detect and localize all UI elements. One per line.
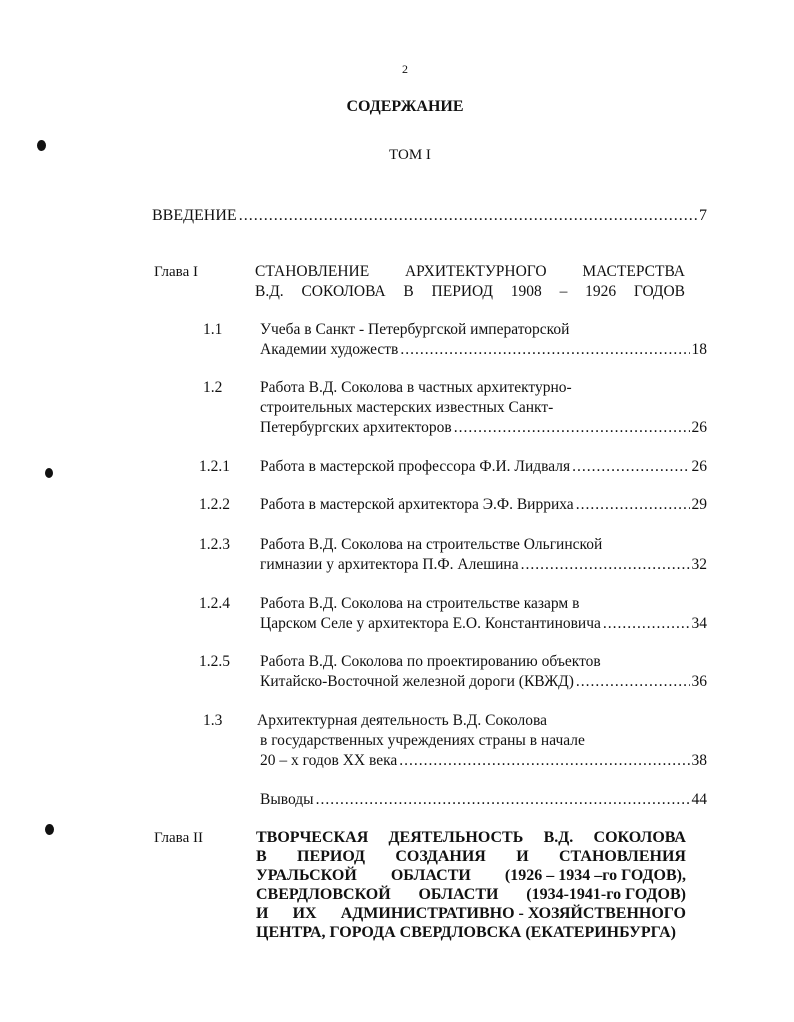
- title-word: –: [559, 283, 568, 300]
- toc-page-number: 34: [691, 615, 707, 632]
- section-number: 1.2: [203, 379, 223, 396]
- chapter-title-line: [256, 885, 686, 904]
- toc-entry-label: 20 – х годов XX века: [260, 752, 398, 769]
- section-number: 1.2.2: [199, 496, 230, 513]
- title-word: ОБЛАСТИ: [390, 867, 471, 884]
- punch-hole-mark: [45, 824, 54, 835]
- toc-page-number: 32: [691, 556, 707, 573]
- dot-leader: [239, 206, 697, 226]
- page-number: 2: [402, 62, 408, 76]
- title-word: ПЕРИОД: [297, 848, 366, 865]
- chapter-label: Глава II: [154, 830, 203, 846]
- title-word: СВЕРДЛОВСКОЙ: [256, 886, 391, 903]
- title-word: ТВОРЧЕСКАЯ: [256, 829, 369, 846]
- chapter-title: [256, 828, 686, 942]
- title-word: ДЕЯТЕЛЬНОСТЬ: [388, 829, 524, 846]
- dot-leader: [400, 340, 689, 360]
- section-title-line: строительных мастерских известных Санкт-: [260, 399, 554, 416]
- volume-heading: ТОМ I: [389, 147, 431, 163]
- toc-entry-label: ВВЕДЕНИЕ: [152, 207, 237, 224]
- toc-page-number: 44: [691, 791, 707, 808]
- toc-entry-label: Выводы: [260, 791, 314, 808]
- title-word: (1926 – 1934 –го ГОДОВ),: [504, 867, 686, 884]
- title-word: СОЗДАНИЯ: [395, 848, 486, 865]
- toc-page-number: 36: [691, 673, 707, 690]
- dot-leader: [316, 790, 690, 810]
- section-title-line: Работа В.Д. Соколова по проектированию объектов: [260, 653, 601, 670]
- toc-entry-label: гимназии у архитектора П.Ф. Алешина: [260, 556, 519, 573]
- title-word: СОКОЛОВА: [593, 829, 686, 846]
- chapter-title: [255, 262, 685, 302]
- chapter-title-line: [255, 282, 685, 302]
- chapter-title-line: [256, 828, 686, 847]
- title-word: ГОДОВ: [633, 283, 685, 300]
- chapter-label: Глава I: [154, 264, 198, 280]
- dot-leader: [399, 751, 689, 771]
- section-title-line: Архитектурная деятельность В.Д. Соколова: [257, 712, 547, 729]
- title-word: СТАНОВЛЕНИЕ: [255, 263, 370, 280]
- toc-entry: [260, 614, 707, 634]
- section-number: 1.2.3: [199, 536, 230, 553]
- toc-entry: [260, 457, 707, 477]
- toc-entry: [260, 672, 707, 692]
- toc-entry: [260, 751, 707, 771]
- title-word: МАСТЕРСТВА: [582, 263, 685, 280]
- toc-entry-conclusions: [260, 790, 707, 810]
- toc-page-number: 7: [699, 207, 707, 224]
- section-title-line: в государственных учреждениях страны в начале: [260, 732, 585, 749]
- title-word: ПЕРИОД: [431, 283, 494, 300]
- toc-page-number: 26: [691, 419, 707, 436]
- section-number: 1.2.5: [199, 653, 230, 670]
- toc-entry-label: Царском Селе у архитектора Е.О. Константиновича: [260, 615, 601, 632]
- toc-page-number: 26: [691, 458, 707, 475]
- chapter-title-line: [256, 847, 686, 866]
- title-word: В: [256, 848, 267, 865]
- title-word: СТАНОВЛЕНИЯ: [558, 848, 686, 865]
- toc-entry: [260, 418, 707, 438]
- section-title-line: Работа В.Д. Соколова на строительстве Ольгинской: [260, 536, 603, 553]
- dot-leader: [576, 672, 690, 692]
- title-word: (1934-1941-го ГОДОВ): [526, 886, 686, 903]
- title-word: ЦЕНТРА, ГОРОДА СВЕРДЛОВСКА (ЕКАТЕРИНБУРГА): [256, 924, 676, 941]
- section-number: 1.2.4: [199, 595, 230, 612]
- toc-entry: [260, 495, 707, 515]
- section-title-line: Работа В.Д. Соколова на строительстве казарм в: [260, 595, 580, 612]
- dot-leader: [521, 555, 690, 575]
- title-word: В.Д.: [255, 283, 284, 300]
- punch-hole-mark: [37, 140, 46, 151]
- title-word: ОБЛАСТИ: [418, 886, 499, 903]
- toc-page-number: 18: [691, 341, 707, 358]
- section-number: 1.2.1: [199, 458, 230, 475]
- section-number: 1.1: [203, 321, 223, 338]
- dot-leader: [603, 614, 690, 634]
- title-word: АДМИНИСТРАТИВНО - ХОЗЯЙСТВЕННОГО: [340, 905, 686, 922]
- chapter-title-line: [255, 262, 685, 282]
- toc-entry-label: Академии художеств: [260, 341, 399, 358]
- title-word: 1926: [585, 283, 617, 300]
- section-title-line: Учеба в Санкт - Петербургской императорской: [260, 321, 570, 338]
- section-title-line: Работа В.Д. Соколова в частных архитектурно-: [260, 379, 572, 396]
- title-word: И: [256, 905, 269, 922]
- toc-entry-label: Петербургских архитекторов: [260, 419, 452, 436]
- title-word: АРХИТЕКТУРНОГО: [404, 263, 547, 280]
- section-number: 1.3: [203, 712, 223, 729]
- toc-entry-label: Работа в мастерской профессора Ф.И. Лидваля: [260, 458, 571, 475]
- document-title: СОДЕРЖАНИЕ: [346, 98, 464, 115]
- chapter-title-line: [256, 866, 686, 885]
- chapter-title-line: [256, 923, 686, 942]
- dot-leader: [454, 418, 690, 438]
- toc-page-number: 38: [691, 752, 707, 769]
- toc-page-number: 29: [691, 496, 707, 513]
- title-word: 1908: [510, 283, 542, 300]
- dot-leader: [572, 457, 689, 477]
- title-word: В.Д.: [543, 829, 574, 846]
- title-word: СОКОЛОВА: [301, 283, 386, 300]
- toc-entry: [260, 555, 707, 575]
- title-word: ИХ: [292, 905, 317, 922]
- dot-leader: [576, 495, 690, 515]
- toc-entry-label: Работа в мастерской архитектора Э.Ф. Вирриха: [260, 496, 574, 513]
- toc-entry-intro: [152, 206, 707, 226]
- chapter-title-line: [256, 904, 686, 923]
- title-word: И: [516, 848, 529, 865]
- toc-entry: [260, 340, 707, 360]
- toc-entry-label: Китайско-Восточной железной дороги (КВЖД): [260, 673, 574, 690]
- title-word: УРАЛЬСКОЙ: [256, 867, 357, 884]
- punch-hole-mark: [45, 468, 53, 478]
- title-word: В: [403, 283, 414, 300]
